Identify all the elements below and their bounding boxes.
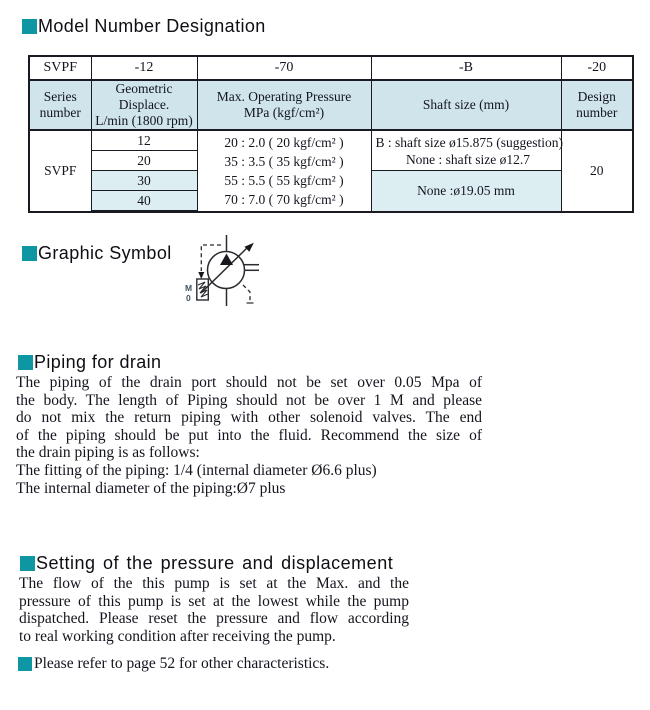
variable-arrowhead-icon: [245, 243, 254, 252]
section-bullet-icon: [18, 657, 32, 671]
flow-triangle-icon: [220, 254, 233, 266]
design-value-cell: 20: [561, 130, 633, 212]
piping-text-line: do not mix the return piping with other solenoid valves. The end: [16, 409, 482, 427]
pressure-line: 35 : 3.5 ( 35 kgf/cm² ): [224, 153, 344, 169]
code-series-cell: SVPF: [29, 56, 91, 80]
piping-heading: [18, 352, 161, 373]
section-bullet-icon: [22, 246, 37, 261]
graphic-symbol-heading: [22, 243, 172, 264]
setting-text-line: pressure of this pump is set at the lowest while the pump: [19, 592, 409, 610]
setting-text-line: The flow of the this pump is set at the Max. and the: [19, 575, 409, 592]
header-line: Design: [577, 89, 616, 104]
piping-text-line: The internal diameter of the piping:Ø7 plus: [16, 479, 286, 497]
series-value-cell: SVPF: [29, 130, 91, 212]
pressure-line: 20 : 2.0 ( 20 kgf/cm² ): [224, 134, 344, 150]
header-line: L/min (1800 rpm): [95, 113, 193, 128]
table-row-codes: [29, 56, 633, 80]
header-pressure-cell: [197, 80, 371, 130]
displacement-20-cell: 20: [91, 151, 197, 171]
section-title: Model Number Designation: [38, 16, 266, 36]
pressure-values-cell: [197, 130, 371, 212]
section-title: Piping for drain: [34, 352, 162, 372]
table-row-data: [29, 130, 633, 151]
section-bullet-icon: [18, 355, 33, 370]
shaft-line: None : shaft size ø12.7: [405, 151, 531, 167]
piping-text-line: The piping of the drain port should not be set over 0.05 Mpa of: [16, 374, 482, 391]
code-shaft-cell: -B: [371, 56, 561, 80]
setting-text: [19, 575, 409, 645]
table-row-headers: [29, 80, 633, 130]
header-line: Series: [43, 89, 77, 104]
displacement-12-cell: 12: [91, 130, 197, 151]
pilot-arrowhead-icon: [198, 272, 204, 279]
piping-text-line: the body. The length of Piping should not be over 1 M and please: [16, 391, 482, 409]
header-line: Geometric Displace.: [115, 81, 173, 112]
symbol-label-zero: 0: [186, 293, 191, 303]
model-number-table: [28, 55, 634, 213]
section-bullet-icon: [22, 19, 37, 34]
section-title: Graphic Symbol: [38, 243, 172, 263]
pressure-line: 55 : 5.5 ( 55 kgf/cm² ): [224, 172, 344, 188]
header-displacement-cell: [91, 80, 197, 130]
piping-text: [16, 374, 482, 497]
header-line: Max. Operating Pressure: [216, 89, 352, 104]
header-line: number: [39, 105, 81, 120]
section-bullet-icon: [20, 556, 35, 571]
piping-text-line: the drain piping is as follows:: [16, 444, 200, 462]
spring-icon: [198, 282, 208, 297]
drain-dashed-line: [243, 285, 250, 303]
shaft-line: B : shaft size ø15.875 (suggestion): [375, 134, 563, 150]
pressure-line: 70 : 7.0 ( 70 kgf/cm² ): [224, 191, 344, 207]
shaft-size-top-cell: [371, 130, 561, 171]
setting-text-line: to real working condition after receiving the pump.: [19, 627, 336, 645]
setting-text-line: dispatched. Please reset the pressure and flow according: [19, 610, 409, 628]
footer-note-text: Please refer to page 52 for other characteristics.: [34, 655, 330, 672]
displacement-40-cell: 40: [91, 191, 197, 212]
section-title: Setting of the pressure and displacement: [36, 553, 394, 573]
setting-heading: [20, 553, 393, 574]
code-pressure-cell: -70: [197, 56, 371, 80]
piping-text-line: of the piping should be put into the fluid. Recommend the size of: [16, 426, 482, 444]
header-line: number: [576, 105, 618, 120]
pump-graphic-symbol: [183, 221, 285, 317]
footer-note: [18, 655, 329, 673]
header-series-cell: [29, 80, 91, 130]
header-shaft-cell: Shaft size (mm): [371, 80, 561, 130]
code-design-cell: -20: [561, 56, 633, 80]
header-line: MPa (kgf/cm²): [243, 105, 325, 120]
code-displacement-cell: -12: [91, 56, 197, 80]
symbol-label-m: M: [185, 283, 193, 293]
displacement-30-cell: 30: [91, 171, 197, 191]
model-number-heading: [22, 16, 266, 37]
shaft-size-bottom-cell: None :ø19.05 mm: [371, 171, 561, 212]
header-design-cell: [561, 80, 633, 130]
piping-text-line: The fitting of the piping: 1/4 (internal diameter Ø6.6 plus): [16, 461, 377, 479]
pressure-lines: [224, 133, 343, 209]
